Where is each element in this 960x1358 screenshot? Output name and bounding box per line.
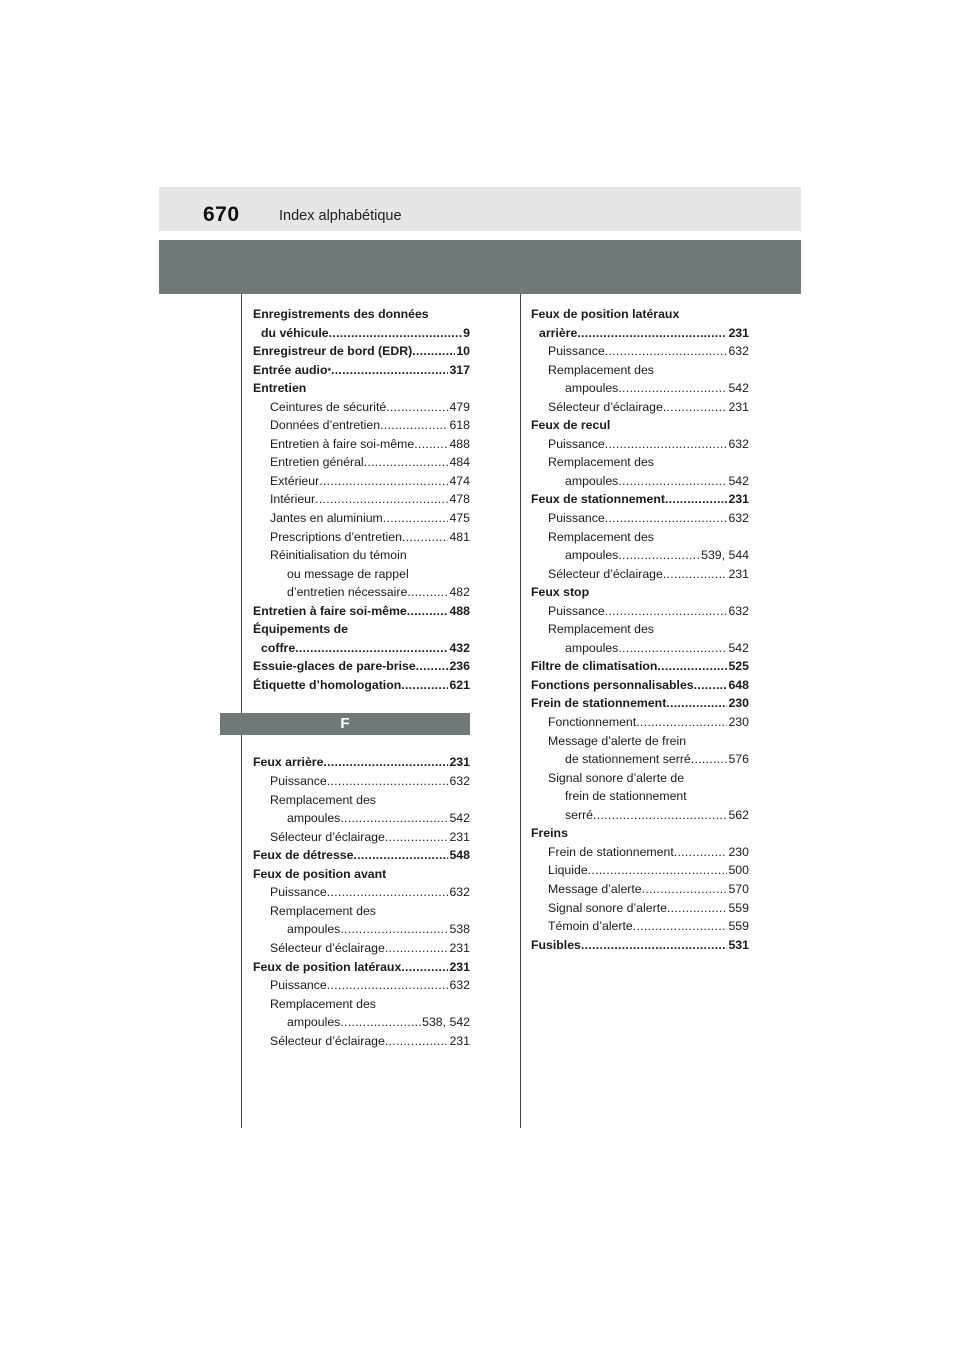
index-entry: [253, 920, 470, 939]
index-entry: [253, 902, 470, 921]
index-entry: [253, 976, 470, 995]
index-entry: [531, 657, 749, 676]
index-entry-page: 231: [449, 940, 470, 955]
page-number: 670: [203, 203, 240, 226]
dot-leader: [327, 883, 449, 902]
index-entry-page: 542: [728, 381, 749, 396]
index-entry-term: Fusibles: [531, 937, 581, 952]
page-title: Index alphabétique: [279, 208, 402, 224]
index-entry: [531, 472, 749, 491]
index-entry: [531, 528, 749, 547]
index-entry: [253, 676, 470, 695]
index-entry-term: frein de stationnement: [565, 789, 687, 804]
index-entry: [253, 528, 470, 547]
index-entry: [253, 828, 470, 847]
index-entry-term: Remplacement des: [270, 903, 376, 918]
index-entry: [531, 509, 749, 528]
index-entry-term: Remplacement des: [548, 622, 654, 637]
index-entry: [253, 1013, 470, 1032]
dot-leader: [401, 958, 448, 977]
index-entry-page: 231: [728, 399, 749, 414]
dot-leader: [401, 676, 448, 695]
dot-leader: [295, 639, 448, 658]
index-entry-term: Fonctionnement: [548, 715, 637, 730]
dot-leader: [618, 379, 727, 398]
index-entry-page: 648: [728, 677, 749, 692]
index-entry-page: 525: [728, 659, 749, 674]
index-entry: [531, 435, 749, 454]
index-entry-term: Extérieur: [270, 473, 320, 488]
index-group-f-continued: [531, 305, 749, 954]
index-entry: [253, 565, 470, 584]
index-entry-term: Données d’entretien: [270, 418, 381, 433]
index-entry-page: 562: [728, 807, 749, 822]
index-entry-term: Sélecteur d’éclairage: [548, 399, 663, 414]
index-entry-term: Réinitialisation du témoin: [270, 548, 407, 563]
index-entry-term: Freins: [531, 826, 568, 841]
index-entry-term: Puissance: [548, 344, 605, 359]
index-entry: [253, 379, 470, 398]
dot-leader: [407, 583, 448, 602]
index-entry: [531, 379, 749, 398]
index-entry: [253, 416, 470, 435]
index-entry: [253, 546, 470, 565]
dot-leader: [663, 398, 728, 417]
index-entry-term: ampoules: [565, 473, 619, 488]
index-entry-term: Signal sonore d’alerte de: [548, 770, 685, 785]
dot-leader: [667, 899, 728, 918]
dot-leader: [588, 861, 728, 880]
dot-leader: [666, 694, 727, 713]
index-entry-page: 432: [449, 640, 470, 655]
index-entry-term: Sélecteur d’éclairage: [270, 1033, 385, 1048]
dot-leader: [663, 565, 728, 584]
dot-leader: [323, 753, 448, 772]
index-entry-page: 538, 542: [422, 1015, 470, 1030]
dot-leader: [319, 472, 448, 491]
index-entry-term: du véhicule: [261, 325, 329, 340]
index-entry-term: Filtre de climatisation: [531, 659, 658, 674]
index-entry-term: Message d’alerte de frein: [548, 733, 687, 748]
dot-leader: [593, 806, 727, 825]
index-entry-page: 621: [449, 677, 470, 692]
index-entry-page: 231: [728, 566, 749, 581]
index-entry: [253, 509, 470, 528]
dot-leader: [364, 453, 449, 472]
index-entry-term: Puissance: [548, 436, 605, 451]
index-entry-term: arrière: [539, 325, 578, 340]
index-entry-term: Puissance: [548, 511, 605, 526]
index-entry: [531, 398, 749, 417]
index-entry-page: 548: [449, 848, 470, 863]
index-entry-page: 542: [728, 640, 749, 655]
index-entry: [253, 490, 470, 509]
dot-leader: [383, 509, 449, 528]
index-entry-term: Liquide: [548, 863, 588, 878]
index-entry-term: Enregistrements des données: [253, 307, 429, 321]
index-entry-page: 230: [728, 844, 749, 859]
dot-leader: [402, 528, 449, 547]
index-entry-term: de stationnement serré: [565, 752, 691, 767]
index-entry: [253, 995, 470, 1014]
index-entry-page: 231: [449, 1033, 470, 1048]
dot-leader: [385, 1032, 449, 1051]
dot-leader: [674, 843, 728, 862]
index-entry: [531, 305, 749, 324]
dot-leader: [618, 472, 727, 491]
index-entry-page: 317: [449, 362, 470, 377]
section-banner: [159, 240, 801, 294]
index-entry-term: Feux de position avant: [253, 866, 387, 881]
index-entry: [253, 472, 470, 491]
index-entry-term: Feux de position latéraux: [253, 959, 402, 974]
index-entry-page: 231: [449, 755, 470, 770]
index-entry: [531, 361, 749, 380]
index-entry: [531, 639, 749, 658]
index-entry-term: Remplacement des: [548, 529, 654, 544]
index-entry-page: 539, 544: [701, 548, 749, 563]
index-entry: [253, 305, 470, 324]
index-entry-term: Remplacement des: [270, 996, 376, 1011]
index-entry-term: Intérieur: [270, 492, 316, 507]
dot-leader: [605, 342, 728, 361]
index-entry-page: 632: [728, 436, 749, 451]
index-entry-term: Sélecteur d’éclairage: [270, 829, 385, 844]
dot-leader: [380, 416, 448, 435]
index-entry-term: Feux arrière: [253, 755, 324, 770]
dot-leader: [691, 750, 728, 769]
index-entry-term: Feux de détresse: [253, 848, 354, 863]
index-entry-term: Puissance: [548, 603, 605, 618]
index-entry-page: 531: [728, 937, 749, 952]
index-entry-page: 10: [456, 344, 470, 359]
index-entry-page: 618: [449, 418, 470, 433]
index-entry-term: Entrée audio: [253, 362, 328, 377]
index-entry: [531, 824, 749, 843]
index-entry-page: 475: [449, 511, 470, 526]
index-entry-page: 9: [463, 325, 470, 340]
index-entry: [253, 620, 470, 639]
dot-leader: [618, 639, 727, 658]
dot-leader: [633, 917, 728, 936]
index-entry-page: 482: [449, 585, 470, 600]
dot-leader: [340, 1013, 421, 1032]
index-entry: [253, 342, 470, 361]
index-entry: [253, 639, 470, 658]
index-entry-page: 632: [728, 603, 749, 618]
dot-leader: [385, 828, 449, 847]
index-entry: [531, 750, 749, 769]
index-entry-page: 576: [728, 752, 749, 767]
index-entry: [531, 713, 749, 732]
index-entry-page: 478: [449, 492, 470, 507]
index-entry-term: Sélecteur d’éclairage: [270, 940, 385, 955]
index-entry: [253, 398, 470, 417]
index-entry-term: Puissance: [270, 978, 327, 993]
dot-leader: [407, 602, 449, 621]
index-entry-term: Jantes en aluminium: [270, 511, 383, 526]
dot-leader: [340, 809, 448, 828]
index-entry: [253, 772, 470, 791]
index-entry: [253, 602, 470, 621]
index-entry-page: 474: [449, 473, 470, 488]
index-entry-term: Puissance: [270, 774, 327, 789]
dot-leader: [581, 936, 728, 955]
index-entry-page: 230: [728, 715, 749, 730]
index-entry: [253, 791, 470, 810]
index-entry: [531, 861, 749, 880]
index-entry-page: 500: [728, 863, 749, 878]
index-group-e: [253, 305, 470, 694]
index-entry-term: Prescriptions d’entretien: [270, 529, 402, 544]
section-letter-f: F: [220, 713, 470, 735]
index-entry-term: Feux stop: [531, 585, 590, 600]
dot-leader: [605, 509, 728, 528]
dot-leader: [414, 435, 448, 454]
dot-leader: [694, 676, 728, 695]
index-entry-term: Entretien à faire soi-même: [270, 436, 415, 451]
column-divider-left: [241, 294, 242, 1128]
index-entry-page: 542: [728, 473, 749, 488]
dot-leader: [657, 657, 727, 676]
index-column-right: [531, 305, 749, 954]
index-entry: [531, 917, 749, 936]
index-entry-term: Remplacement des: [270, 792, 376, 807]
index-entry: [253, 865, 470, 884]
index-entry: Entrée audio * ..... 317: [253, 361, 470, 380]
index-entry-term: ampoules: [287, 1015, 341, 1030]
index-entry: [253, 324, 470, 343]
index-entry-term: Signal sonore d’alerte: [548, 900, 667, 915]
dot-leader: [327, 772, 449, 791]
index-column-left: [253, 305, 470, 1050]
dot-leader: [605, 435, 728, 454]
index-entry: [531, 565, 749, 584]
index-entry: [531, 676, 749, 695]
index-entry: [531, 880, 749, 899]
index-entry-page: 632: [728, 511, 749, 526]
index-entry-term: d’entretien nécessaire: [287, 585, 408, 600]
index-entry-term: Enregistreur de bord (EDR): [253, 344, 413, 359]
index-entry-page: 632: [449, 978, 470, 993]
dot-leader: [331, 361, 448, 380]
index-entry-term: Sélecteur d’éclairage: [548, 566, 663, 581]
index-entry-term: ampoules: [287, 811, 341, 826]
index-entry: [531, 787, 749, 806]
index-entry-term: serré: [565, 807, 594, 822]
index-entry-page: 488: [449, 603, 470, 618]
index-entry-page: 570: [728, 881, 749, 896]
dot-leader: [665, 490, 728, 509]
index-entry-term: Entretien: [253, 381, 307, 396]
header-band: [159, 187, 801, 231]
index-entry-term: ou message de rappel: [287, 566, 409, 581]
index-entry-term: Équipements de: [253, 622, 348, 637]
dot-leader: [412, 342, 455, 361]
index-entry: [253, 883, 470, 902]
index-entry: [531, 342, 749, 361]
index-entry-term: ampoules: [287, 922, 341, 937]
dot-leader: [327, 976, 449, 995]
index-entry: [531, 416, 749, 435]
index-entry: [253, 435, 470, 454]
dot-leader: [315, 490, 448, 509]
index-entry-page: 231: [449, 959, 470, 974]
dot-leader: [329, 324, 463, 343]
dot-leader: [353, 846, 448, 865]
index-entry-term: Feux de recul: [531, 418, 611, 433]
index-entry-term: Étiquette d’homologation: [253, 677, 402, 692]
index-entry: [531, 583, 749, 602]
index-entry-term: ampoules: [565, 548, 619, 563]
index-entry: [531, 732, 749, 751]
index-entry-page: 236: [449, 659, 470, 674]
index-entry-term: Remplacement des: [548, 455, 654, 470]
index-entry: [531, 620, 749, 639]
index-entry-term: Frein de stationnement: [548, 844, 674, 859]
index-entry-page: 231: [728, 492, 749, 507]
index-entry-term: Essuie-glaces de pare-brise: [253, 659, 416, 674]
dot-leader: [605, 602, 728, 621]
index-entry: [531, 899, 749, 918]
column-divider-middle: [520, 294, 521, 1128]
index-entry: [253, 753, 470, 772]
index-entry-page: 231: [449, 829, 470, 844]
index-entry: [531, 546, 749, 565]
index-entry: [253, 939, 470, 958]
index-entry: [531, 936, 749, 955]
index-entry: [253, 958, 470, 977]
index-entry: [253, 453, 470, 472]
index-entry: [531, 769, 749, 788]
index-entry: [253, 846, 470, 865]
index-entry-page: 484: [449, 455, 470, 470]
dot-leader: [636, 713, 727, 732]
index-entry-page: 538: [449, 922, 470, 937]
index-entry: [531, 453, 749, 472]
index-group-f: [253, 753, 470, 1050]
index-entry-term: Message d’alerte: [548, 881, 642, 896]
dot-leader: [577, 324, 727, 343]
index-entry-term: Feux de stationnement: [531, 492, 665, 507]
index-entry-term: Entretien général: [270, 455, 364, 470]
index-entry: [531, 490, 749, 509]
dot-leader: [340, 920, 448, 939]
index-entry-page: 632: [449, 885, 470, 900]
index-entry: [531, 806, 749, 825]
index-entry: [253, 657, 470, 676]
index-entry-term: ampoules: [565, 381, 619, 396]
index-entry-page: 481: [449, 529, 470, 544]
index-entry-term: Feux de position latéraux: [531, 307, 680, 321]
index-entry: [531, 694, 749, 713]
dot-leader: [416, 657, 449, 676]
index-entry-term: Ceintures de sécurité: [270, 399, 387, 414]
index-entry: [253, 583, 470, 602]
index-entry-page: 479: [449, 399, 470, 414]
index-entry-page: 559: [728, 919, 749, 934]
dot-leader: [386, 398, 448, 417]
index-entry-page: 559: [728, 900, 749, 915]
index-entry: [531, 602, 749, 621]
index-entry-term: coffre: [261, 640, 296, 655]
index-entry-term: Puissance: [270, 885, 327, 900]
index-entry-term: Entretien à faire soi-même: [253, 603, 407, 618]
index-entry-term: Frein de stationnement: [531, 696, 667, 711]
index-entry-page: 230: [728, 696, 749, 711]
dot-leader: [385, 939, 449, 958]
dot-leader: [618, 546, 700, 565]
index-entry-page: 632: [728, 344, 749, 359]
index-entry-page: 488: [449, 436, 470, 451]
index-entry: [531, 843, 749, 862]
index-entry: [531, 324, 749, 343]
index-entry: [253, 809, 470, 828]
index-entry-term: Témoin d’alerte: [548, 919, 633, 934]
index-entry-page: 632: [449, 774, 470, 789]
index-entry-page: 542: [449, 811, 470, 826]
index-entry-term: Remplacement des: [548, 362, 654, 377]
dot-leader: [642, 880, 728, 899]
index-entry-page: 231: [728, 325, 749, 340]
index-entry-term: ampoules: [565, 640, 619, 655]
index-entry: [253, 1032, 470, 1051]
index-entry-term: Fonctions personnalisables: [531, 677, 694, 692]
